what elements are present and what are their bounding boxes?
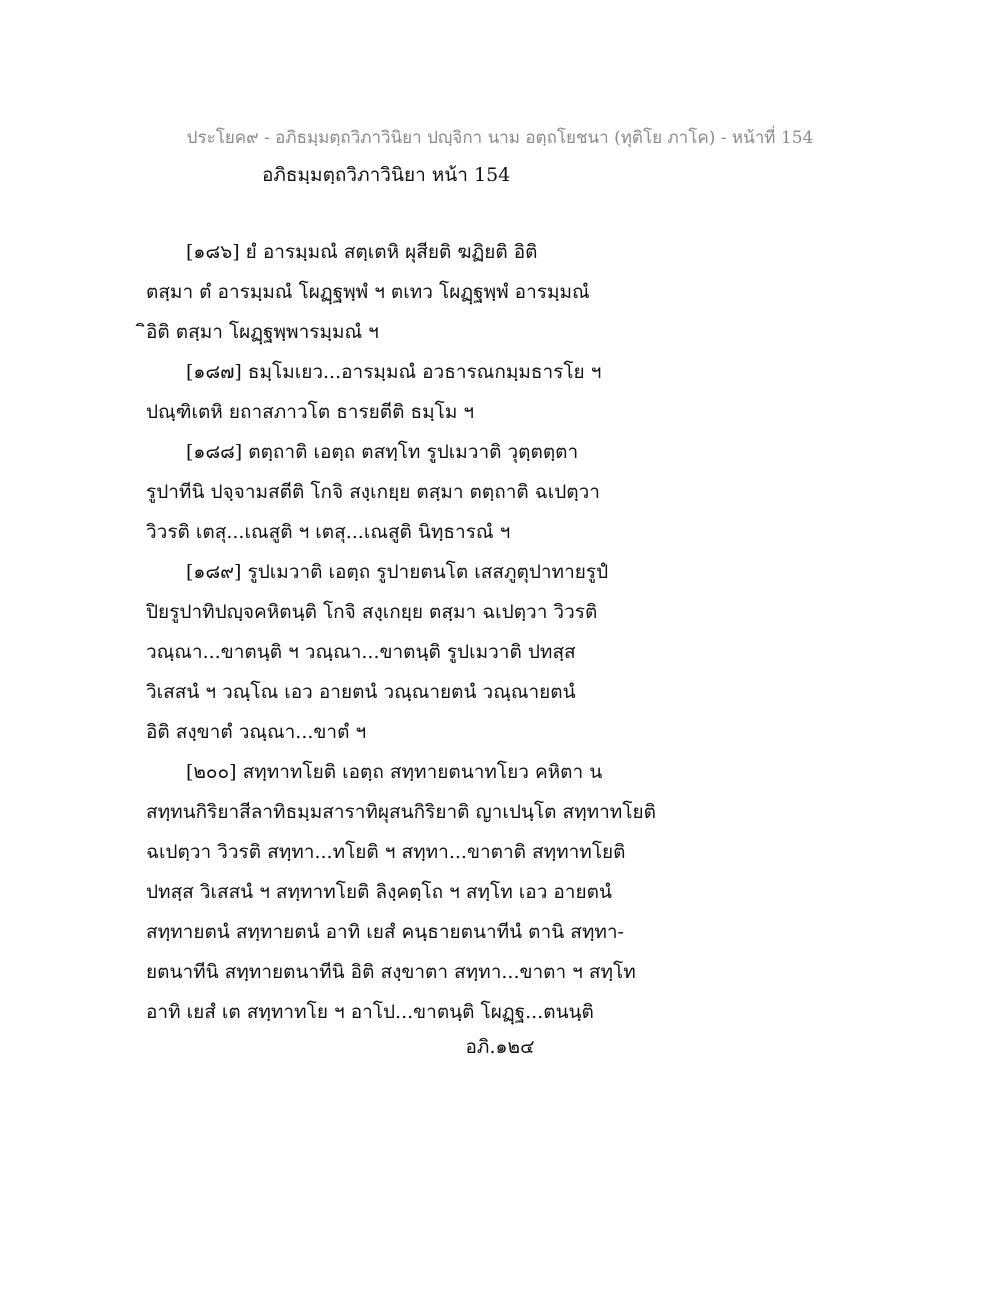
text-line: วณฺณา...ขาตนฺติ ฯ วณฺณา...ขาตนฺติ รูปเมวาติ ปทสฺส [146, 641, 576, 663]
text-line: ยตนาทีนิ สทฺทายตนาทีนิ อิติ สงฺขาตา สทฺทา...ขาตา ฯ สทฺโท [146, 961, 636, 983]
page-title: อภิธมฺมตฺถวิภาวินิยา หน้า 154 [262, 164, 511, 186]
text-line: [๑๘๗] ธมฺโมเยว...อารมฺมณํ อวธารณกมฺมธารโย ฯ [186, 361, 602, 383]
text-line: ตสฺมา ตํ อารมฺมณํ โผฏฺฐพฺพํ ฯ ตเทว โผฏฺฐพฺพํ อารมฺมณํ [146, 281, 590, 303]
text-line: วิวรติ เตสุ...เณสูติ ฯ เตสุ...เณสูติ นิทฺธารณํ ฯ [146, 521, 511, 543]
text-line: อาทิ เยสํ เต สทฺทาทโย ฯ อาโป...ขาตนฺติ โผฏฺฐ...ตนนฺติ [146, 1001, 594, 1023]
text-line: สทฺทายตนํ สทฺทายตนํ อาทิ เยสํ คนฺธายตนาทีนํ ตานิ สทฺทา- [146, 921, 624, 943]
text-line: ิอิติ ตสฺมา โผฏฺฐพฺพารมฺมณํ ฯ [146, 321, 379, 343]
text-line: [๑๘๘] ตตฺถาติ เอตฺถ ตสทฺโท รูปเมวาติ วุตฺตตฺตา [186, 441, 579, 463]
text-line: รูปาทีนิ ปจฺจามสตีติ โกจิ สงฺเกยฺย ตสฺมา ตตฺถาติ ฉเปตฺวา [146, 481, 600, 503]
page-footer: อภิ.๑๒๔ [465, 1036, 535, 1058]
text-line: [๑๘๙] รูปเมวาติ เอตฺถ รูปายตนโต เสสภูตุปาทายรูปํ [186, 561, 609, 583]
text-line: วิเสสนํ ฯ วณฺโณ เอว อายตนํ วณฺณายตนํ วณฺณายตนํ [146, 681, 576, 703]
text-line: ฉเปตฺวา วิวรติ สทฺทา...ทโยติ ฯ สทฺทา...ขาตาติ สทฺทาทโยติ [146, 841, 626, 863]
body-text [146, 232, 866, 1032]
text-line: [๒๐๐] สทฺทาทโยติ เอตฺถ สทฺทายตนาทโยว คหิตา น [186, 761, 603, 783]
running-header: ประโยค๙ - อภิธมฺมตฺถวิภาวินิยา ปญฺจิกา นาม อตฺถโยชนา (ทุติโย ภาโค) - หน้าที่ 154 [186, 128, 814, 148]
text-line: ปทสฺส วิเสสนํ ฯ สทฺทาทโยติ ลิงฺคตฺโถ ฯ สทฺโท เอว อายตนํ [146, 881, 612, 903]
text-line: สทฺทนกิริยาสีลาทิธมฺมสาราทิผุสนกิริยาติ ญาเปนฺโต สทฺทาทโยติ [146, 801, 656, 823]
text-line: ปิยรูปาทิปญฺจคหิตนฺติ โกจิ สงฺเกยฺย ตสฺมา ฉเปตฺวา วิวรติ [146, 601, 598, 623]
text-line: ปณฺฑิเตหิ ยถาสภาวโต ธารยตีติ ธมฺโม ฯ [146, 401, 475, 423]
text-line: [๑๘๖] ยํ อารมฺมณํ สตฺเตหิ ผุสียติ ฆฏิยติ อิติ [186, 241, 538, 263]
text-line: อิติ สงฺขาตํ วณฺณา...ขาตํ ฯ [146, 721, 367, 743]
